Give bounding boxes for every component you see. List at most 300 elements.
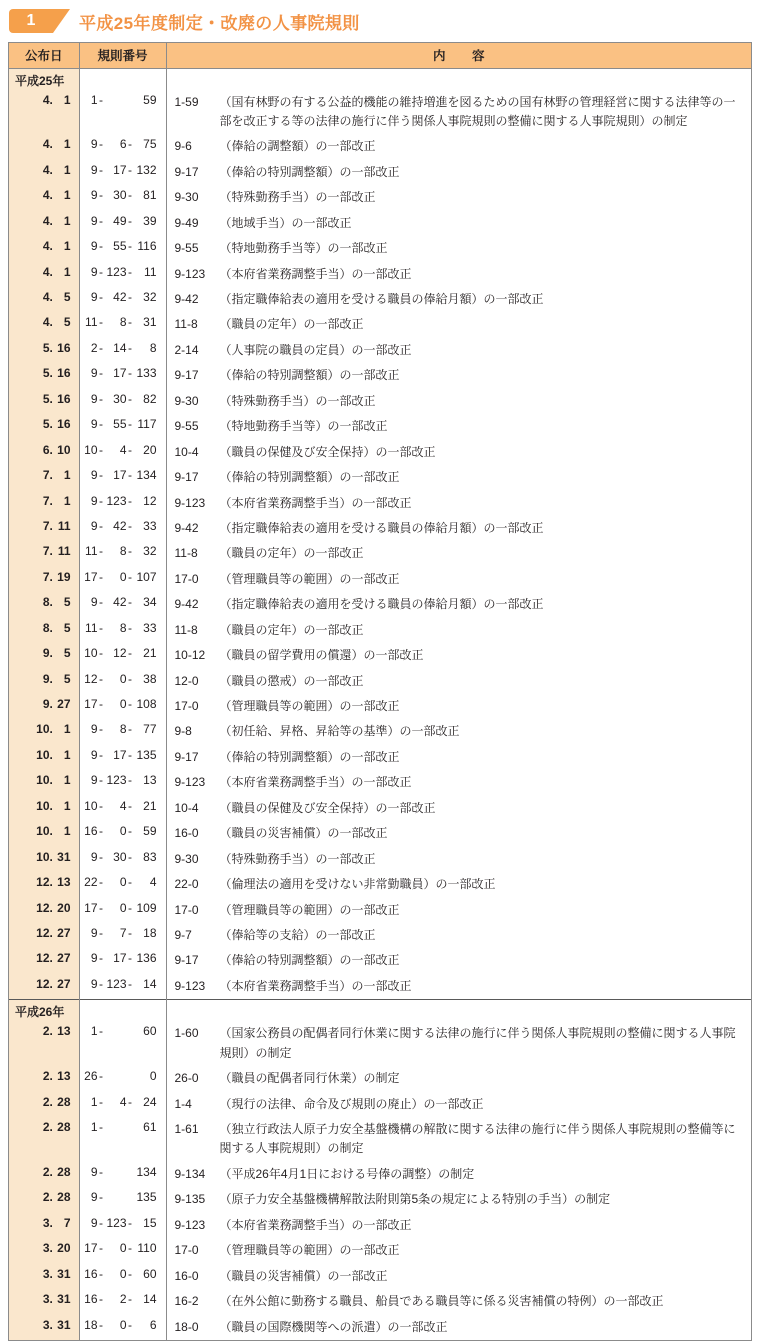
rule-number-dash: - bbox=[99, 493, 103, 508]
date-month: 10 bbox=[36, 773, 50, 788]
rule-number-part2: 4 bbox=[119, 798, 127, 813]
rule-number-dash: - bbox=[128, 824, 132, 839]
rule-number-dash: - bbox=[99, 900, 103, 915]
rule-number-part1: 10 bbox=[84, 798, 98, 813]
rule-number-dash: - bbox=[99, 239, 103, 254]
row-number-cell bbox=[79, 898, 166, 923]
rule-number-part1: 9 bbox=[90, 1164, 98, 1179]
date-day: 1 bbox=[63, 468, 71, 483]
rule-number-part1: 9 bbox=[90, 264, 98, 279]
row-date-cell bbox=[9, 745, 79, 770]
row-number-cell bbox=[79, 847, 166, 872]
rule-description: （本府省業務調整手当）の一部改正 bbox=[219, 1217, 412, 1232]
section-number: 1 bbox=[26, 12, 36, 29]
rule-number-dash: - bbox=[128, 213, 132, 228]
row-content-cell bbox=[166, 948, 751, 973]
date-day: 1 bbox=[63, 239, 71, 254]
rule-number-part2: 30 bbox=[113, 391, 127, 406]
rule-number-dash: - bbox=[99, 1094, 103, 1109]
date-separator: . bbox=[49, 569, 53, 584]
rule-number-part3: 18 bbox=[143, 925, 157, 940]
date-month: 10 bbox=[36, 824, 50, 839]
rule-number-part1: 9 bbox=[90, 925, 98, 940]
rule-code: 9-123 bbox=[174, 266, 206, 281]
rule-description: （俸給の特別調整額）の一部改正 bbox=[219, 749, 400, 764]
row-date-cell bbox=[9, 1289, 79, 1314]
row-content-cell bbox=[166, 770, 751, 795]
rule-number-part2: 17 bbox=[113, 951, 127, 966]
rule-code: 9-135 bbox=[174, 1192, 206, 1207]
rule-code: 22-0 bbox=[174, 877, 199, 892]
date-day: 11 bbox=[57, 544, 71, 559]
rule-number-dash: - bbox=[128, 366, 132, 381]
rule-code: 11-8 bbox=[174, 622, 198, 637]
rule-code: 9-7 bbox=[174, 927, 192, 942]
rule-number-part3: 31 bbox=[143, 315, 157, 330]
rule-number-dash: - bbox=[99, 875, 103, 890]
year-section-row bbox=[9, 68, 751, 90]
rule-number-part1: 9 bbox=[90, 951, 98, 966]
row-date-cell bbox=[9, 1187, 79, 1212]
rule-description: （国有林野の有する公益的機能の維持増進を図るための国有林野の管理経営に関する法律等の一部を改正する等の法律の施行に伴う関係人事院規則の整備に関する人事院規則）の制定 bbox=[219, 94, 736, 128]
row-content-cell bbox=[166, 1213, 751, 1238]
date-day: 5 bbox=[63, 595, 71, 610]
date-day: 28 bbox=[57, 1120, 71, 1134]
rule-number-dash: - bbox=[99, 92, 103, 107]
date-month: 4 bbox=[42, 239, 50, 254]
row-date-cell bbox=[9, 694, 79, 719]
date-separator: . bbox=[49, 137, 53, 152]
rule-number-dash: - bbox=[128, 671, 132, 686]
date-day: 31 bbox=[57, 1317, 71, 1332]
date-month: 2 bbox=[42, 1120, 50, 1134]
rule-number-dash: - bbox=[99, 569, 103, 584]
table-row bbox=[9, 821, 751, 846]
rule-number-part1: 9 bbox=[90, 595, 98, 610]
date-separator: . bbox=[49, 798, 53, 813]
rule-number-dash: - bbox=[99, 417, 103, 432]
rule-code: 1-4 bbox=[174, 1096, 192, 1111]
table-row bbox=[9, 719, 751, 744]
date-day: 16 bbox=[57, 417, 71, 432]
table-row bbox=[9, 1092, 751, 1117]
rule-code: 1-61 bbox=[174, 1122, 199, 1136]
row-number-cell bbox=[79, 211, 166, 236]
row-number-cell bbox=[79, 90, 166, 135]
rule-number-dash: - bbox=[99, 671, 103, 686]
table-row bbox=[9, 414, 751, 439]
rule-code: 17-0 bbox=[174, 902, 199, 917]
row-number-cell bbox=[79, 440, 166, 465]
rule-number-part2: 2 bbox=[119, 1292, 127, 1307]
rule-number-part1: 1 bbox=[90, 92, 98, 107]
date-month: 5 bbox=[42, 366, 50, 381]
table-row bbox=[9, 592, 751, 617]
row-number-cell bbox=[79, 643, 166, 668]
rule-number-part2: 0 bbox=[119, 569, 127, 584]
rule-code: 9-123 bbox=[174, 775, 206, 790]
date-month: 10 bbox=[36, 798, 50, 813]
regulations-table-container bbox=[8, 42, 752, 1341]
row-date-cell bbox=[9, 1315, 79, 1340]
date-day: 16 bbox=[57, 366, 71, 381]
table-row bbox=[9, 236, 751, 261]
rule-number-part2: 17 bbox=[113, 366, 127, 381]
rule-number-part2: 49 bbox=[113, 213, 127, 228]
date-separator: . bbox=[49, 417, 53, 432]
rule-number-part2: 0 bbox=[119, 1241, 127, 1256]
row-date-cell bbox=[9, 440, 79, 465]
rule-description: （国家公務員の配偶者同行休業に関する法律の施行に伴う関係人事院規則の整備に関する人事院規則）の制定 bbox=[219, 1026, 736, 1060]
row-date-cell bbox=[9, 338, 79, 363]
row-number-cell bbox=[79, 1162, 166, 1187]
rule-number-part1: 9 bbox=[90, 773, 98, 788]
rule-number-part3: 20 bbox=[143, 442, 157, 457]
date-month: 2 bbox=[42, 1190, 50, 1205]
rule-number-part1: 9 bbox=[90, 417, 98, 432]
rule-number-part2: 0 bbox=[119, 900, 127, 915]
row-date-cell bbox=[9, 1238, 79, 1263]
rule-number-part1: 11 bbox=[85, 544, 98, 559]
rule-number-part2: 17 bbox=[113, 747, 127, 762]
rule-number-dash: - bbox=[128, 442, 132, 457]
row-date-cell bbox=[9, 363, 79, 388]
rule-description: （本府省業務調整手当）の一部改正 bbox=[219, 495, 412, 510]
date-separator: . bbox=[49, 493, 53, 508]
rule-code: 10-12 bbox=[174, 648, 206, 663]
rule-description: （俸給の特別調整額）の一部改正 bbox=[219, 470, 400, 485]
rule-number-part3: 77 bbox=[143, 722, 157, 737]
rule-number-part3: 8 bbox=[149, 340, 157, 355]
table-row bbox=[9, 694, 751, 719]
date-month: 3 bbox=[42, 1317, 50, 1332]
row-date-cell bbox=[9, 618, 79, 643]
rule-number-dash: - bbox=[99, 976, 103, 991]
row-number-cell bbox=[79, 541, 166, 566]
date-day: 7 bbox=[63, 1215, 71, 1230]
year-row-content-cell bbox=[166, 68, 751, 90]
table-row bbox=[9, 1213, 751, 1238]
date-separator: . bbox=[49, 315, 53, 330]
row-date-cell bbox=[9, 516, 79, 541]
date-separator: . bbox=[49, 213, 53, 228]
table-row bbox=[9, 948, 751, 973]
rule-number-dash: - bbox=[99, 697, 103, 711]
row-content-cell bbox=[166, 567, 751, 592]
date-month: 2 bbox=[42, 1094, 50, 1109]
rule-number-part1: 9 bbox=[90, 518, 98, 533]
date-month: 12 bbox=[36, 951, 50, 966]
rule-description: （職員の保健及び安全保持）の一部改正 bbox=[219, 800, 436, 815]
rule-number-part1: 17 bbox=[84, 569, 98, 584]
rule-number-dash: - bbox=[128, 188, 132, 203]
date-separator: . bbox=[49, 646, 53, 661]
rule-number-part1: 9 bbox=[90, 849, 98, 864]
rule-number-dash: - bbox=[99, 468, 103, 483]
row-date-cell bbox=[9, 160, 79, 185]
rule-number-part1: 9 bbox=[90, 391, 98, 406]
rule-number-part3: 33 bbox=[143, 620, 157, 635]
rule-description: （在外公館に勤務する職員、船員である職員等に係る災害補償の特例）の一部改正 bbox=[219, 1294, 664, 1309]
rule-description: （特地勤務手当等）の一部改正 bbox=[219, 419, 388, 434]
rule-number-part1: 9 bbox=[90, 493, 98, 508]
date-day: 28 bbox=[57, 1094, 71, 1109]
rule-number-dash: - bbox=[99, 188, 103, 203]
rule-number-dash: - bbox=[99, 798, 103, 813]
rule-number-part2: 123 bbox=[106, 493, 127, 508]
date-day: 1 bbox=[63, 92, 71, 107]
table-row bbox=[9, 745, 751, 770]
rule-description: （特地勤務手当等）の一部改正 bbox=[219, 241, 388, 256]
date-day: 5 bbox=[63, 290, 71, 304]
row-number-cell bbox=[79, 312, 166, 337]
rule-number-part3: 116 bbox=[137, 239, 157, 254]
row-content-cell bbox=[166, 1238, 751, 1263]
rule-code: 9-55 bbox=[174, 241, 199, 256]
table-row bbox=[9, 1066, 751, 1091]
rule-number-part2: 0 bbox=[119, 697, 127, 711]
rule-number-dash: - bbox=[128, 340, 132, 355]
row-content-cell bbox=[166, 236, 751, 261]
rule-number-dash: - bbox=[99, 1164, 103, 1179]
date-separator: . bbox=[49, 900, 53, 915]
rule-number-dash: - bbox=[128, 697, 132, 711]
rule-number-part3: 32 bbox=[143, 544, 157, 559]
rule-number-part3: 33 bbox=[143, 518, 157, 533]
rule-number-dash: - bbox=[128, 162, 132, 177]
row-content-cell bbox=[166, 1162, 751, 1187]
rule-number-dash: - bbox=[99, 1317, 103, 1332]
date-day: 27 bbox=[57, 976, 71, 991]
date-separator: . bbox=[49, 162, 53, 177]
rule-number-part3: 83 bbox=[143, 849, 157, 864]
rule-number-part1: 9 bbox=[90, 366, 98, 381]
row-date-cell bbox=[9, 134, 79, 159]
table-row bbox=[9, 643, 751, 668]
date-day: 27 bbox=[57, 951, 71, 966]
rule-number-part3: 61 bbox=[143, 1120, 157, 1134]
rule-description: （本府省業務調整手当）の一部改正 bbox=[219, 978, 412, 993]
rule-code: 10-4 bbox=[174, 800, 199, 815]
row-number-cell bbox=[79, 465, 166, 490]
date-separator: . bbox=[49, 620, 53, 635]
table-row bbox=[9, 185, 751, 210]
rule-description: （管理職員等の範囲）の一部改正 bbox=[219, 1243, 400, 1258]
rule-number-dash: - bbox=[128, 569, 132, 584]
date-day: 1 bbox=[63, 162, 71, 177]
date-separator: . bbox=[49, 340, 53, 355]
rule-number-dash: - bbox=[128, 976, 132, 991]
year-row-number-cell bbox=[79, 68, 166, 90]
date-day: 1 bbox=[63, 137, 71, 152]
row-number-cell bbox=[79, 185, 166, 210]
date-separator: . bbox=[49, 1024, 53, 1039]
table-row bbox=[9, 974, 751, 1000]
date-separator: . bbox=[49, 1120, 53, 1134]
rule-description: （職員の定年）の一部改正 bbox=[219, 622, 364, 637]
rule-number-part2: 30 bbox=[113, 849, 127, 864]
date-month: 7 bbox=[42, 493, 50, 508]
rule-number-dash: - bbox=[99, 1266, 103, 1281]
rule-description: （平成26年4月1日における号俸の調整）の制定 bbox=[219, 1166, 475, 1181]
rule-number-part3: 110 bbox=[137, 1241, 157, 1256]
rule-number-dash: - bbox=[99, 773, 103, 788]
table-row bbox=[9, 1021, 751, 1066]
date-separator: . bbox=[49, 442, 53, 457]
rule-number-dash: - bbox=[99, 544, 103, 559]
table-row bbox=[9, 363, 751, 388]
rule-code: 9-42 bbox=[174, 520, 199, 535]
page-title: 平成25年度制定・改廃の人事院規則 bbox=[79, 13, 360, 33]
row-number-cell bbox=[79, 770, 166, 795]
rule-number-dash: - bbox=[99, 213, 103, 228]
row-date-cell bbox=[9, 923, 79, 948]
rule-number-part1: 10 bbox=[84, 442, 98, 457]
row-content-cell bbox=[166, 592, 751, 617]
row-number-cell bbox=[79, 1289, 166, 1314]
year-label: 平成25年 bbox=[9, 68, 79, 90]
date-month: 4 bbox=[42, 92, 50, 107]
date-day: 5 bbox=[63, 315, 71, 330]
row-content-cell bbox=[166, 338, 751, 363]
row-date-cell bbox=[9, 1162, 79, 1187]
rule-number-dash: - bbox=[99, 722, 103, 737]
table-row bbox=[9, 1264, 751, 1289]
rule-number-part2: 0 bbox=[119, 824, 127, 839]
rule-description: （指定職俸給表の適用を受ける職員の俸給月額）の一部改正 bbox=[219, 292, 544, 306]
rule-code: 9-6 bbox=[174, 139, 192, 154]
rule-number-part3: 24 bbox=[143, 1094, 157, 1109]
table-row bbox=[9, 491, 751, 516]
row-date-cell bbox=[9, 185, 79, 210]
rule-code: 12-0 bbox=[174, 673, 199, 688]
rule-description: （職員の定年）の一部改正 bbox=[219, 317, 364, 332]
row-content-cell bbox=[166, 745, 751, 770]
badge-tail-shape bbox=[53, 9, 70, 33]
table-row bbox=[9, 134, 751, 159]
date-separator: . bbox=[49, 1266, 53, 1281]
rule-number-part1: 16 bbox=[84, 1266, 98, 1281]
rule-number-part3: 14 bbox=[143, 1292, 157, 1307]
date-day: 20 bbox=[57, 1241, 71, 1256]
rule-number-part1: 12 bbox=[84, 671, 98, 686]
date-day: 31 bbox=[57, 1292, 71, 1307]
rule-description: （管理職員等の範囲）の一部改正 bbox=[219, 902, 400, 917]
rule-code: 17-0 bbox=[174, 699, 199, 713]
row-number-cell bbox=[79, 1238, 166, 1263]
rule-number-part2: 0 bbox=[119, 1317, 127, 1332]
rule-number-part3: 136 bbox=[136, 951, 157, 966]
rule-number-dash: - bbox=[128, 544, 132, 559]
date-day: 1 bbox=[63, 188, 71, 203]
date-day: 28 bbox=[57, 1190, 71, 1205]
rule-description: （指定職俸給表の適用を受ける職員の俸給月額）の一部改正 bbox=[219, 597, 544, 612]
rule-number-part2: 8 bbox=[119, 315, 127, 330]
row-date-cell bbox=[9, 1092, 79, 1117]
table-row bbox=[9, 465, 751, 490]
rule-number-part2: 42 bbox=[113, 518, 127, 533]
rule-description: （現行の法律、命令及び規則の廃止）の一部改正 bbox=[219, 1096, 484, 1111]
rule-number-part1: 11 bbox=[85, 620, 98, 635]
rule-number-part1: 9 bbox=[90, 290, 98, 304]
date-day: 1 bbox=[63, 747, 71, 762]
rule-number-part3: 0 bbox=[149, 1069, 157, 1084]
table-row bbox=[9, 312, 751, 337]
row-content-cell bbox=[166, 160, 751, 185]
table-row bbox=[9, 872, 751, 897]
rule-code: 9-42 bbox=[174, 597, 199, 612]
rule-description: （特殊勤務手当）の一部改正 bbox=[219, 190, 376, 205]
date-month: 10 bbox=[36, 722, 50, 737]
date-separator: . bbox=[49, 773, 53, 788]
rule-number-part1: 1 bbox=[90, 1024, 98, 1039]
rule-code: 9-8 bbox=[174, 724, 192, 739]
row-date-cell bbox=[9, 541, 79, 566]
date-month: 4 bbox=[42, 290, 50, 304]
rule-number-part2: 55 bbox=[113, 239, 127, 254]
row-content-cell bbox=[166, 90, 751, 135]
rule-number-part3: 32 bbox=[143, 290, 157, 304]
rule-number-part1: 9 bbox=[90, 747, 98, 762]
row-content-cell bbox=[166, 643, 751, 668]
year-label: 平成26年 bbox=[9, 1000, 79, 1022]
rule-number-part2: 42 bbox=[113, 290, 127, 304]
table-row bbox=[9, 287, 751, 312]
rule-number-dash: - bbox=[99, 1190, 103, 1205]
row-number-cell bbox=[79, 1315, 166, 1340]
row-content-cell bbox=[166, 185, 751, 210]
rule-description: （管理職員等の範囲）の一部改正 bbox=[219, 699, 400, 713]
row-number-cell bbox=[79, 1092, 166, 1117]
date-separator: . bbox=[49, 188, 53, 203]
rule-number-dash: - bbox=[128, 290, 132, 304]
table-row bbox=[9, 262, 751, 287]
row-date-cell bbox=[9, 974, 79, 1000]
date-separator: . bbox=[49, 290, 53, 304]
date-month: 3 bbox=[42, 1241, 50, 1256]
rule-number-dash: - bbox=[128, 875, 132, 890]
rule-code: 9-17 bbox=[174, 164, 199, 179]
rule-number-dash: - bbox=[99, 646, 103, 661]
rule-number-dash: - bbox=[99, 162, 103, 177]
table-row bbox=[9, 770, 751, 795]
row-date-cell bbox=[9, 847, 79, 872]
row-number-cell bbox=[79, 516, 166, 541]
date-month: 4 bbox=[42, 213, 50, 228]
row-date-cell bbox=[9, 465, 79, 490]
table-row bbox=[9, 1117, 751, 1162]
rule-code: 1-59 bbox=[174, 94, 199, 109]
date-month: 3 bbox=[42, 1215, 50, 1230]
row-number-cell bbox=[79, 1066, 166, 1091]
rule-number-dash: - bbox=[128, 595, 132, 610]
row-number-cell bbox=[79, 694, 166, 719]
date-day: 1 bbox=[63, 824, 71, 839]
date-month: 2 bbox=[42, 1164, 50, 1179]
rule-number-part3: 12 bbox=[143, 493, 157, 508]
row-content-cell bbox=[166, 1289, 751, 1314]
rule-code: 26-0 bbox=[174, 1071, 199, 1086]
rule-number-part3: 11 bbox=[144, 264, 157, 279]
rule-number-part1: 18 bbox=[84, 1317, 98, 1332]
regulations-table bbox=[9, 43, 751, 1340]
rule-code: 9-42 bbox=[174, 292, 199, 306]
rule-number-dash: - bbox=[99, 1069, 103, 1084]
date-separator: . bbox=[49, 1190, 53, 1205]
rule-number-part3: 81 bbox=[143, 188, 157, 203]
row-date-cell bbox=[9, 312, 79, 337]
row-content-cell bbox=[166, 541, 751, 566]
